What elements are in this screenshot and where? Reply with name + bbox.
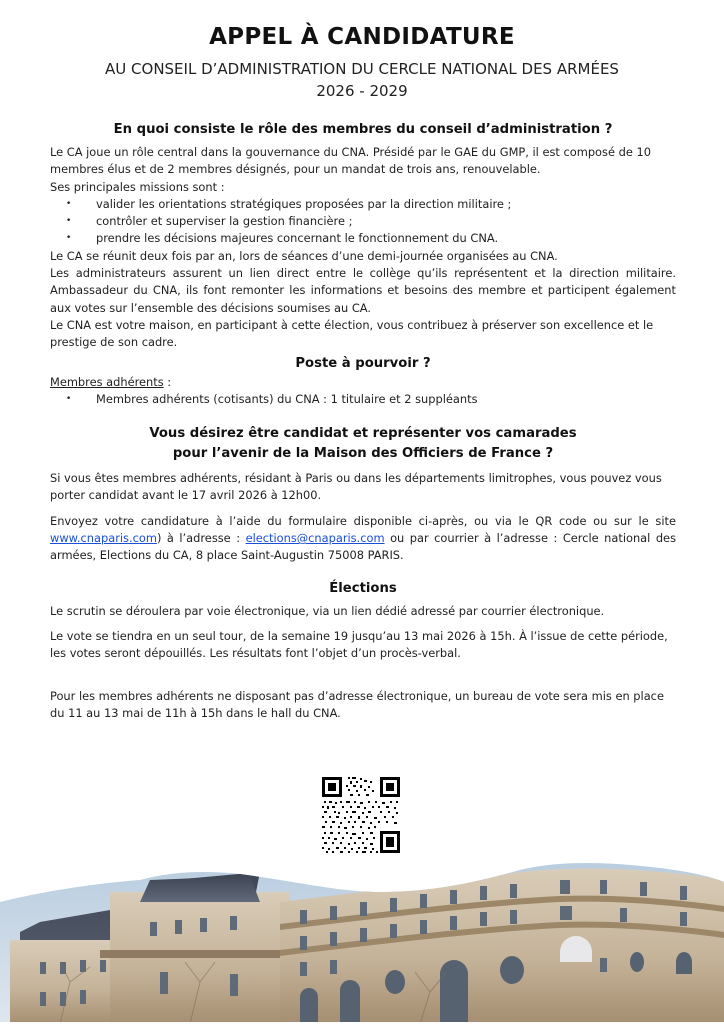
closing-text: Le CNA est votre maison, en participant à cette élection, vous contribuez à préserver son excellence et le prestige de son cadre.	[50, 317, 654, 350]
qr-code[interactable]	[320, 775, 402, 855]
section-heading-poste: Poste à pourvoir ?	[295, 355, 431, 371]
administrators-text: Les administrateurs assurent un lien direct entre le collège qu’ils représentent et la direction militaire. Ambassadeur du CNA, ils font remonter les informations et besoins des membre et participent également aux votes sur l’ensemble des décisions soumises au CA.	[50, 266, 676, 315]
document-body	[50, 120, 676, 722]
mission-item: • contrôler et superviser la gestion financière ;	[50, 213, 676, 230]
section-heading-candidat-line2: pour l’avenir de la Maison des Officiers de France ?	[172, 446, 554, 462]
eligibility-text: Si vous êtes membres adhérents, résidant à Paris ou dans les départements limitrophes, vous pouvez vous porter candidat avant le 17 avril 2026 à 12h00.	[50, 471, 662, 503]
section-heading-elections: Élections	[329, 580, 397, 596]
poste-list	[50, 391, 676, 408]
missions-list	[50, 196, 676, 248]
building-photo	[0, 862, 724, 1024]
email-link[interactable]: elections@cnaparis.com	[245, 531, 385, 546]
role-intro: Le CA joue un rôle central dans la gouvernance du CNA. Présidé par le GAE du GMP, il est composé de 10 membres élus et de 2 membres désignés, pour un mandat de trois ans, renouvelable.	[50, 145, 651, 177]
mission-item: • prendre les décisions majeures concernant le fonctionnement du CNA.	[50, 230, 676, 247]
missions-label: Ses principales missions sont :	[50, 179, 225, 194]
meetings-text: Le CA se réunit deux fois par an, lors de séances d’une demi-journée organisées au CNA.	[50, 248, 558, 263]
page-title: APPEL À CANDIDATURE	[209, 24, 515, 50]
bureau-text: Pour les membres adhérents ne disposant pas d’adresse électronique, un bureau de vote sera mis en place du 11 au 13 mai de 11h à 15h dans le hall du CNA.	[50, 688, 664, 720]
vote-text: Le vote se tiendra en un seul tour, de la semaine 19 jusqu’au 13 mai 2026 à 15h. À l’issue de cette période, les votes seront dépouillés. Les résultats font l’objet d’un procès-verbal.	[50, 628, 668, 661]
scrutin-text: Le scrutin se déroulera par voie électronique, via un lien dédié adressé par courrier électronique.	[50, 603, 605, 618]
section-heading-role: En quoi consiste le rôle des membres du conseil d’administration ?	[113, 122, 613, 137]
mandate-years: 2026 - 2029	[316, 82, 408, 100]
category-label-line: Membres adhérents :	[50, 374, 172, 389]
mission-item: • valider les orientations stratégiques proposées par la direction militaire ;	[50, 196, 676, 213]
page-subtitle: AU CONSEIL D’ADMINISTRATION DU CERCLE NATIONAL DES ARMÉES	[105, 60, 619, 78]
website-link[interactable]: www.cnaparis.com	[50, 531, 157, 546]
section-heading-candidat-line1: Vous désirez être candidat et représenter vos camarades	[149, 426, 577, 442]
send-instructions: Envoyez votre candidature à l’aide du formulaire disponible ci-après, ou via le QR code ou sur le site www.cnaparis.com) à l’adresse : elections@cnaparis.com ou par courrier à l’adresse : Cercle national des armées, Elections du CA, 8 place Saint-Augustin 75008 PARIS.	[50, 513, 677, 563]
poste-item: • Membres adhérents (cotisants) du CNA : 1 titulaire et 2 suppléants	[50, 391, 676, 408]
category-label: Membres adhérents	[50, 374, 164, 389]
